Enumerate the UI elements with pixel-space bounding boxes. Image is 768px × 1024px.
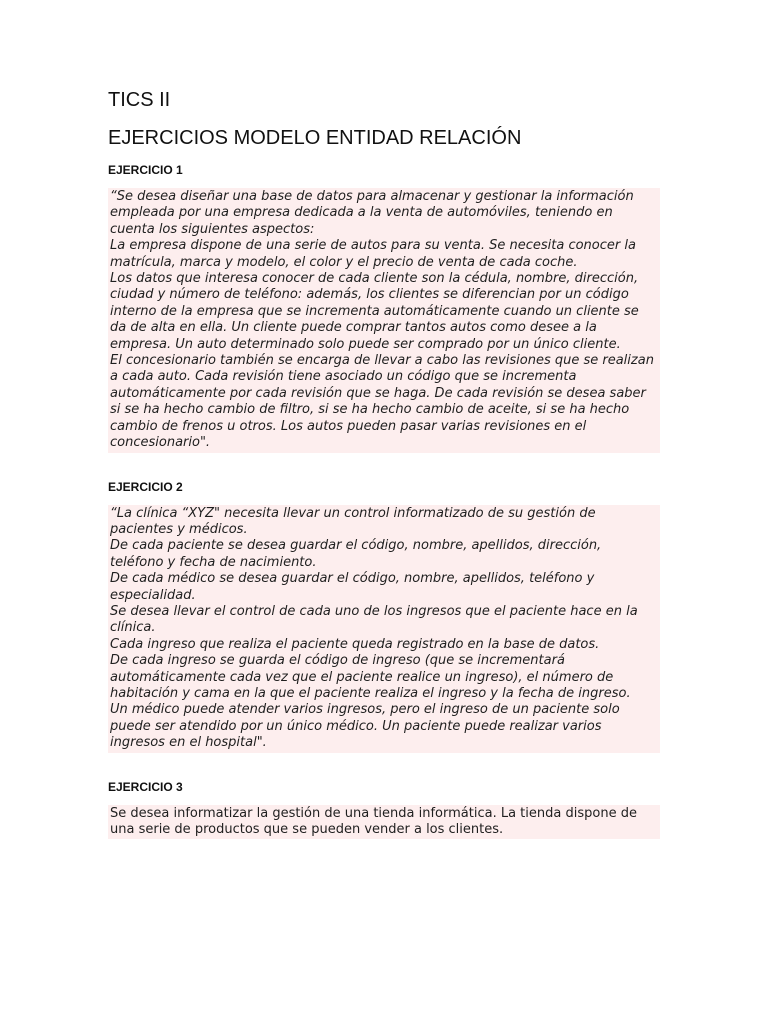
exercise-1-paragraph-1: “Se desea diseñar una base de datos para almacenar y gestionar la información empleada por una empresa dedicada a la venta de automóviles, teniendo en cuenta los siguientes aspectos: bbox=[110, 189, 634, 237]
exercise-2-paragraph-2: De cada paciente se desea guardar el código, nombre, apellidos, dirección, teléfono y fecha de nacimiento. bbox=[110, 538, 602, 570]
exercise-2-heading: EJERCICIO 2 bbox=[108, 479, 183, 494]
exercise-3-heading: EJERCICIO 3 bbox=[108, 779, 183, 794]
exercise-1-heading: EJERCICIO 1 bbox=[108, 163, 183, 177]
exercise-3-paragraph-1: Se desea informatizar la gestión de una tienda informática. La tienda dispone de una serie de productos que se pueden vender a los clientes. bbox=[110, 805, 637, 837]
document-subtitle: EJERCICIOS MODELO ENTIDAD RELACIÓN bbox=[108, 127, 522, 149]
exercise-2-paragraph-5: Cada ingreso que realiza el paciente queda registrado en la base de datos. bbox=[110, 636, 600, 652]
exercise-3-section bbox=[108, 779, 660, 840]
document-page bbox=[108, 88, 660, 839]
exercise-1-paragraph-3: Los datos que interesa conocer de cada cliente son la cédula, nombre, dirección, ciudad y número de teléfono: además, los clientes se diferencian por un código interno de la empresa que se incrementa automáticamente cuando un cliente se da de alta en ella. Un cliente puede comprar tantos autos como desee a la empresa. Un auto determinado solo puede ser comprado por un único cliente. bbox=[110, 271, 639, 352]
exercise-2-paragraph-1: “La clínica “XYZ" necesita llevar un control informatizado de su gestión de pacientes y médicos. bbox=[110, 505, 596, 537]
exercise-2-paragraph-3: De cada médico se desea guardar el código, nombre, apellidos, teléfono y especialidad. bbox=[110, 571, 595, 603]
document-title: TICS II bbox=[108, 89, 171, 111]
exercise-1-section bbox=[108, 162, 660, 453]
exercise-2-paragraph-6: De cada ingreso se guarda el código de ingreso (que se incrementará automáticamente cada vez que el paciente realice un ingreso), el número de habitación y cama en la que el paciente realiza el ingreso y la fecha de ingreso. bbox=[110, 653, 631, 701]
exercise-1-statement bbox=[108, 188, 660, 453]
exercise-2-paragraph-4: Se desea llevar el control de cada uno de los ingresos que el paciente hace en la clínica. bbox=[110, 603, 638, 636]
exercise-2-statement bbox=[108, 505, 660, 753]
exercise-2-paragraph-7: Un médico puede atender varios ingresos, pero el ingreso de un paciente solo puede ser atendido por un único médico. Un paciente puede realizar varios ingresos en el hospital". bbox=[110, 702, 620, 751]
exercise-1-paragraph-4: El concesionario también se encarga de llevar a cabo las revisiones que se realizan a cada auto. Cada revisión tiene asociado un código que se incrementa automáticamente por cada revisión que se haga. De cada revisión se desea saber si se ha hecho cambio de filtro, si se ha hecho cambio de aceite, si se ha hecho cambio de frenos u otros. Los autos pueden pasar varias revisiones en el concesionario". bbox=[110, 353, 654, 451]
exercise-1-paragraph-2: La empresa dispone de una serie de autos para su venta. Se necesita conocer la matrícula, marca y modelo, el color y el precio de venta de cada coche. bbox=[110, 238, 636, 270]
exercise-3-statement bbox=[108, 805, 660, 840]
exercise-2-section bbox=[108, 479, 660, 753]
